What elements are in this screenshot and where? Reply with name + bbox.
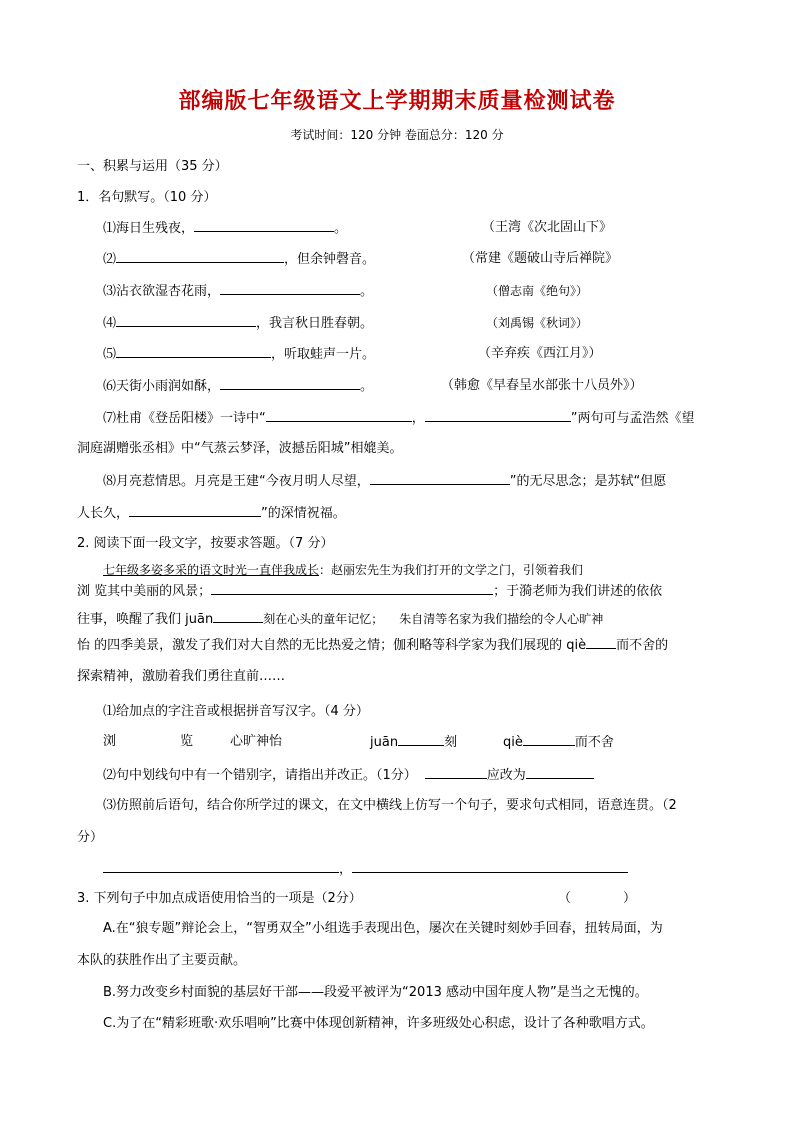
- passage-line-2-prefix: 浏 览其中美丽的风景；: [77, 584, 212, 599]
- q2-sub-1-char-b: 览: [180, 734, 194, 749]
- q1-item-5-suffix: ，听取蛙声一片。: [271, 347, 376, 362]
- answer-blank[interactable]: [220, 377, 360, 390]
- q1-item-3-prefix: ⑶沾衣欲湿杏花雨，: [103, 284, 221, 299]
- q2-sub-3: ⑶仿照前后语句，结合你所学过的课文，在文中横线上仿写一个句子，要求句式相同，语意连贯。（2: [103, 798, 677, 813]
- answer-blank[interactable]: [116, 314, 256, 327]
- pinyin-blank[interactable]: [213, 610, 263, 623]
- q1-item-1-suffix: 。: [334, 221, 348, 236]
- passage-line-1-rest: ：赵丽宏先生为我们打开的文学之门，引领着我们: [319, 563, 584, 577]
- q1-item-8-line2-suffix: ”的深情祝福。: [261, 506, 346, 521]
- answer-blank[interactable]: [425, 409, 571, 422]
- answer-blank[interactable]: [103, 860, 339, 873]
- q1-item-5: [103, 345, 375, 364]
- q1-item-1-source: （王湾《次北固山下》: [482, 220, 613, 235]
- q1-item-1: [103, 219, 347, 238]
- correct-char-blank[interactable]: [526, 766, 594, 779]
- pinyin-juan: juān: [370, 735, 399, 750]
- q2-sub-1-item-d: [370, 733, 457, 752]
- q1-item-4: [103, 314, 373, 333]
- bracket-open: （: [558, 891, 572, 906]
- passage-line-3-suffix: 朱自清等名家为我们描绘的令人心旷神: [399, 612, 604, 626]
- answer-comma: ，: [339, 862, 353, 877]
- imitation-blank[interactable]: [211, 582, 493, 595]
- answer-blank[interactable]: [370, 472, 510, 485]
- q1-item-6-source: （韩愈《早春呈水部张十八员外》）: [441, 378, 643, 393]
- q1-item-5-prefix: ⑸: [103, 347, 117, 362]
- bracket-close: ）: [623, 891, 637, 906]
- passage-line-2-suffix: ；于漪老师为我们讲述的依依: [493, 584, 663, 599]
- q1-item-5-source: （辛弃疾《西江月》）: [478, 346, 602, 361]
- q1-item-8: [103, 472, 666, 491]
- passage-line-4-suffix: 而不舍的: [616, 638, 669, 653]
- char-er-bu-she: 而不舍: [574, 735, 614, 750]
- section-heading: 一、积累与运用（35 分）: [77, 159, 228, 174]
- q1-item-6-suffix: 。: [360, 379, 374, 394]
- question-3-heading: 3. 下列句子中加点成语使用恰当的一项是（2分）: [77, 891, 362, 906]
- q2-sub-2-mid: 应改为: [486, 768, 526, 783]
- passage-line-5: 探索精神，激励着我们勇往直前……: [77, 669, 286, 684]
- pinyin-qie: qiè: [503, 735, 523, 750]
- char-ke: 刻: [444, 735, 458, 750]
- q1-item-7: [103, 409, 695, 428]
- q1-item-4-prefix: ⑷: [103, 316, 117, 331]
- exam-info: 考试时间：120 分钟 卷面总分：120 分: [290, 128, 504, 142]
- q2-sub-1-item-e: [503, 733, 614, 752]
- option-a-continued: 本队的获胜作出了主要贡献。: [77, 953, 247, 968]
- q2-sub-1: ⑴给加点的字注音或根据拼音写汉字。（4 分）: [103, 704, 369, 719]
- passage-line-4-prefix: 怡 的四季美景，激发了我们对大自然的无比热爱之情；伽利略等科学家为我们展现的 qiè: [77, 638, 587, 653]
- question-2-heading: 2. 阅读下面一段文字，按要求答题。（7 分）: [77, 536, 334, 551]
- q1-item-7-suffix: ”两句可与孟浩然《望: [570, 411, 695, 426]
- q2-sub-2-prompt: ⑵句中划线句中有一个错别字，请指出并改正。（1分）: [103, 768, 417, 783]
- answer-bracket[interactable]: [558, 890, 636, 908]
- q2-sub-3-continued: 分）: [77, 830, 104, 845]
- q1-item-1-prefix: ⑴海日生残夜，: [103, 221, 195, 236]
- q1-item-2: [103, 250, 375, 269]
- q2-sub-1-char-c: 心旷神怡: [230, 734, 283, 749]
- q1-item-6: [103, 377, 373, 396]
- q1-item-4-source: （刘禹锡《秋词》）: [486, 316, 589, 330]
- q1-item-6-prefix: ⑹天街小雨润如酥，: [103, 379, 221, 394]
- q1-item-3-suffix: 。: [360, 284, 374, 299]
- wrong-char-blank[interactable]: [425, 766, 487, 779]
- q1-item-2-prefix: ⑵: [103, 252, 117, 267]
- answer-blank[interactable]: [266, 409, 412, 422]
- q1-item-8-suffix: ”的无尽思念；是苏轼“但愿: [509, 474, 667, 489]
- answer-blank[interactable]: [116, 250, 284, 263]
- page-title: 部编版七年级语文上学期期末质量检测试卷: [178, 88, 616, 114]
- q1-item-7-prefix: ⑺杜甫《登岳阳楼》一诗中“: [103, 411, 266, 426]
- answer-blank[interactable]: [220, 282, 360, 295]
- q2-sub-1-char-a: 浏: [103, 734, 117, 749]
- q1-item-7-comma: ，: [411, 411, 425, 426]
- option-a: A.在“狼专题”辩论会上，“智勇双全”小组选手表现出色，屡次在关键时刻妙手回春，扭转局面，为: [103, 921, 663, 936]
- q1-item-8-prefix: ⑻月亮惹情思。月亮是王建“今夜月明人尽望，: [103, 474, 370, 489]
- option-b: B.努力改变乡村面貌的基层好干部——段爱平被评为“2013 感动中国年度人物”是当之无愧的。: [103, 985, 648, 1000]
- answer-blank[interactable]: [129, 504, 261, 517]
- answer-blank[interactable]: [116, 345, 271, 358]
- pinyin-blank[interactable]: [586, 636, 616, 649]
- q1-item-3-source: （僧志南《绝句》）: [486, 284, 589, 298]
- underlined-sentence: 七年级多姿多采的语文时光一直伴我成长: [103, 563, 320, 577]
- passage-line-3-mid: 刻在心头的童年记忆；: [263, 612, 384, 626]
- answer-blank[interactable]: [194, 219, 334, 232]
- q1-item-8-line2-prefix: 人长久，: [77, 506, 130, 521]
- passage-line-3: [77, 610, 603, 629]
- q1-item-2-source: （常建《题破山寺后禅院》: [462, 251, 619, 266]
- passage-line-2: [77, 582, 662, 601]
- passage-line-4: [77, 636, 668, 655]
- q2-sub-2: [103, 766, 594, 785]
- q1-item-2-suffix: ，但余钟磬音。: [284, 252, 376, 267]
- q2-sub-3-answer: [103, 860, 628, 879]
- passage-line-3-prefix: 往事，唤醒了我们 juān: [77, 612, 214, 627]
- q1-item-7-continued: 洞庭湖赠张丞相》中“气蒸云梦泽，波撼岳阳城”相媲美。: [77, 441, 403, 456]
- answer-blank[interactable]: [352, 860, 628, 873]
- q1-item-3: [103, 282, 373, 301]
- q1-item-8-continued: [77, 504, 346, 523]
- option-c: C.为了在“精彩班歌·欢乐唱响”比赛中体现创新精神，许多班级处心积虑，设计了各种歌唱方式。: [103, 1016, 654, 1031]
- q1-item-4-suffix: ，我言秋日胜春朝。: [256, 316, 374, 331]
- hanzi-blank[interactable]: [523, 733, 575, 746]
- hanzi-blank[interactable]: [398, 733, 444, 746]
- passage-line-1: [103, 561, 583, 579]
- question-1-heading: 1．名句默写。（10 分）: [77, 190, 217, 205]
